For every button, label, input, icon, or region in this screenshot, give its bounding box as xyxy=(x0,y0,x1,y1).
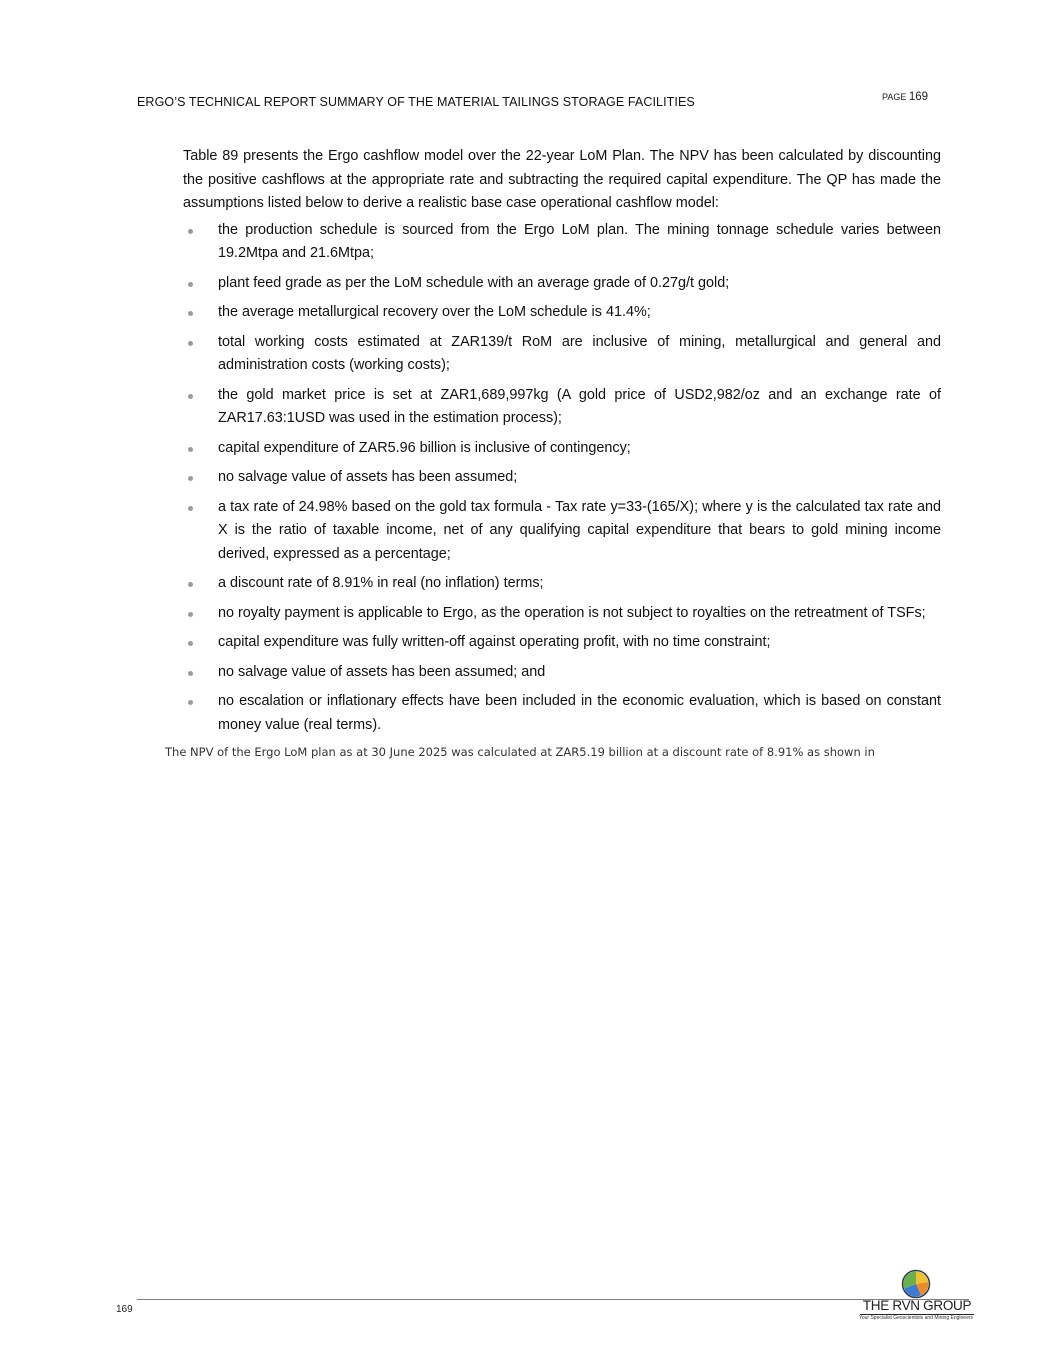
assumption-item xyxy=(183,219,941,266)
bullet-icon xyxy=(188,229,193,234)
assumption-item xyxy=(183,272,941,296)
assumption-text: a discount rate of 8.91% in real (no inflation) terms; xyxy=(218,575,544,591)
assumption-text: total working costs estimated at ZAR139/t RoM are inclusive of mining, metallurgical and general and administration costs (working costs); xyxy=(218,333,941,373)
assumption-item xyxy=(183,690,941,737)
bullet-icon xyxy=(188,282,193,287)
header-page-value: 169 xyxy=(908,91,929,103)
assumption-item xyxy=(183,631,941,655)
assumption-item xyxy=(183,602,941,626)
bullet-icon xyxy=(188,700,193,705)
bullet-icon xyxy=(188,311,193,316)
bullet-icon xyxy=(188,641,193,646)
assumption-text: capital expenditure of ZAR5.96 billion is inclusive of contingency; xyxy=(218,439,631,456)
assumption-item xyxy=(183,437,941,461)
assumption-item xyxy=(183,496,941,567)
footer-page-number: 169 xyxy=(116,1304,133,1315)
bullet-icon xyxy=(188,582,193,587)
assumption-text: no royalty payment is applicable to Ergo, as the operation is not subject to royalties on the retreatment of TSFs; xyxy=(218,604,926,621)
assumption-text: a tax rate of 24.98% based on the gold tax formula - Tax rate y=33-(165/X); where y is the calculated tax rate and X is the ratio of taxable income, net of any qualifying capital expenditure that bears to gold mining income derived, expressed as a percentage; xyxy=(218,498,941,562)
bullet-icon xyxy=(188,671,193,676)
assumption-item xyxy=(183,466,941,490)
logo-tagline: Your Specialist Geoscientists and Mining Engineers xyxy=(858,1315,974,1321)
intro-paragraph: Table 89 presents the Ergo cashflow model over the 22-year LoM Plan. The NPV has been calculated by discounting the positive cashflows at the appropriate rate and subtracting the required capital expenditure. The QP has made the assumptions listed below to derive a realistic base case operational cashflow model: xyxy=(183,148,941,211)
assumption-text: the production schedule is sourced from the Ergo LoM plan. The mining tonnage schedule varies between 19.2Mtpa and 21.6Mtpa; xyxy=(218,221,941,261)
header-page-label: PAGE xyxy=(882,92,907,102)
assumption-text: no escalation or inflationary effects have been included in the economic evaluation, which is based on constant money value (real terms). xyxy=(218,693,941,733)
bullet-icon xyxy=(188,506,193,511)
npv-statement: The NPV of the Ergo LoM plan as at 30 June 2025 was calculated at ZAR5.19 billion at a discount rate of 8.91% as shown in xyxy=(165,745,875,759)
logo-text: THE RVN GROUP xyxy=(860,1299,974,1315)
bullet-icon xyxy=(188,394,193,399)
rvn-group-logo xyxy=(855,1269,977,1325)
assumption-text: the average metallurgical recovery over the LoM schedule is 41.4%; xyxy=(218,304,651,320)
assumption-text: plant feed grade as per the LoM schedule with an average grade of 0.27g/t gold; xyxy=(218,274,730,291)
assumption-text: the gold market price is set at ZAR1,689,997kg (A gold price of USD2,982/oz and an exchange rate of ZAR17.63:1USD was used in the estimation process); xyxy=(218,386,941,426)
assumption-item xyxy=(183,384,941,431)
bullet-icon xyxy=(188,341,193,346)
footer-divider xyxy=(137,1299,969,1300)
logo-emblem-icon xyxy=(901,1269,931,1299)
bullet-icon xyxy=(188,612,193,617)
assumption-text: no salvage value of assets has been assumed; and xyxy=(218,663,546,680)
header-title: ERGO’S TECHNICAL REPORT SUMMARY OF THE MATERIAL TAILINGS STORAGE FACILITIES xyxy=(137,95,695,109)
bullet-icon xyxy=(188,447,193,452)
assumption-item xyxy=(183,661,941,685)
assumption-item xyxy=(183,572,941,596)
assumptions-list xyxy=(183,219,941,738)
assumption-text: no salvage value of assets has been assumed; xyxy=(218,469,518,485)
header-page-number xyxy=(882,91,928,103)
assumption-item xyxy=(183,331,941,378)
bullet-icon xyxy=(188,476,193,481)
body-text xyxy=(183,145,941,743)
assumption-item xyxy=(183,301,941,325)
assumption-text: capital expenditure was fully written-off against operating profit, with no time constraint; xyxy=(218,634,771,650)
